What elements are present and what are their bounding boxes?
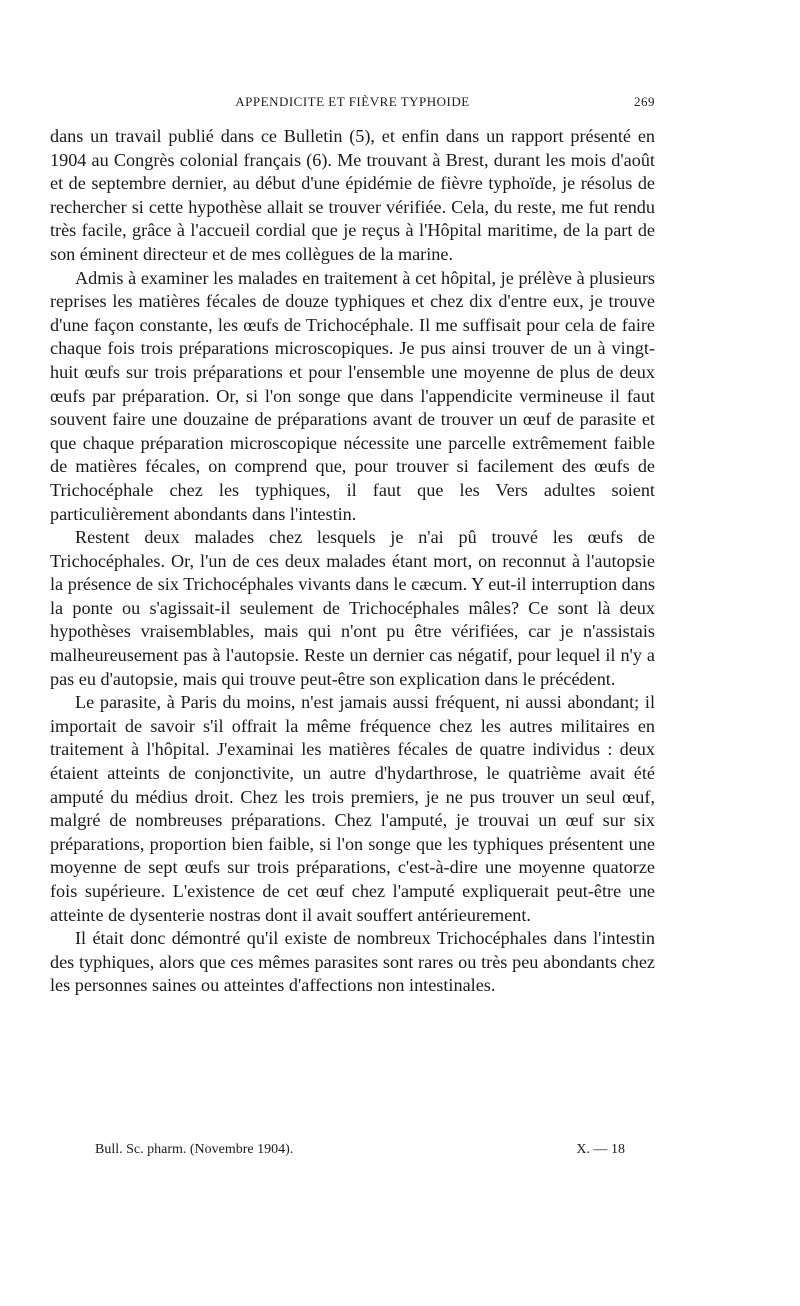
footer-signature: X. — 18 bbox=[576, 1142, 625, 1157]
paragraph: Le parasite, à Paris du moins, n'est jamais aussi fréquent, ni aussi abondant; il importait de savoir s'il offrait la même fréquence chez les autres militaires en traitement à l'hôpital. J'examinai les matières fécales de quatre individus : deux étaient atteints de conjonctivite, un autre d'hydarthrose, le quatrième avait été amputé du médius droit. Chez les trois premiers, je ne pus trouver un seul œuf, malgré de nombreuses préparations. Chez l'amputé, je trouvai un œuf sur six préparations, proportion bien faible, si l'on songe que les typhiques présentent une moyenne de sept œufs sur trois préparations, c'est-à-dire une moyenne quatorze fois supérieure. L'existence de cet œuf chez l'amputé expliquerait peut-être une atteinte de dysenterie nostras dont il avait souffert antérieurement. bbox=[50, 692, 655, 925]
footer-citation: Bull. Sc. pharm. (Novembre 1904). bbox=[95, 1142, 294, 1157]
running-title: APPENDICITE ET FIÈVRE TYPHOIDE bbox=[235, 94, 470, 109]
page-footer bbox=[95, 1142, 625, 1162]
body-text bbox=[50, 125, 655, 998]
page-number: 269 bbox=[634, 94, 655, 109]
paragraph: Admis à examiner les malades en traitement à cet hôpital, je prélève à plusieurs reprises les matières fécales de douze typhiques et chez dix d'entre eux, je trouve d'une façon constante, les œufs de Trichocéphale. Il me suffisait pour cela de faire chaque fois trois préparations microscopiques. Je pus ainsi trouver de un à vingt-huit œufs sur trois préparations et pour l'ensemble une moyenne de plus de deux œufs par préparation. Or, si l'on songe que dans l'appendicite vermineuse il faut souvent faire une douzaine de préparations avant de trouver un œuf de parasite et que chaque préparation microscopique nécessite une parcelle extrêmement faible de matières fécales, on comprend que, pour trouver si facilement des œufs de Trichocéphale chez les typhiques, il faut que les Vers adultes soient particulièrement abondants dans l'intestin. bbox=[50, 267, 655, 524]
running-head bbox=[50, 94, 655, 114]
paragraph: Restent deux malades chez lesquels je n'ai pû trouvé les œufs de Trichocéphales. Or, l'un de ces deux malades étant mort, on reconnut à l'autopsie la présence de six Trichocéphales vivants dans le cæcum. Y eut-il interruption dans la ponte ou s'agissait-il seulement de Trichocéphales mâles? Ce sont là deux hypothèses vraisemblables, mais qui n'ont pu être vérifiées, car je n'assistais malheureusement pas à l'autopsie. Reste un dernier cas négatif, pour lequel il n'y a pas eu d'autopsie, mais qui trouve peut-être son explication dans le précédent. bbox=[50, 527, 655, 689]
paragraph: dans un travail publié dans ce Bulletin (5), et enfin dans un rapport présenté en 1904 au Congrès colonial français (6). Me trouvant à Brest, durant les mois d'août et de septembre dernier, au début d'une épidémie de fièvre typhoïde, je résolus de rechercher si cette hypothèse allait se trouver vérifiée. Cela, du reste, me fut rendu très facile, grâce à l'accueil cordial que je reçus à l'Hôpital maritime, de la part de son éminent directeur et de mes collègues de la marine. bbox=[50, 126, 655, 264]
paragraph: Il était donc démontré qu'il existe de nombreux Trichocéphales dans l'intestin des typhiques, alors que ces mêmes parasites sont rares ou très peu abondants chez les personnes saines ou atteintes d'affections non intestinales. bbox=[50, 928, 655, 996]
